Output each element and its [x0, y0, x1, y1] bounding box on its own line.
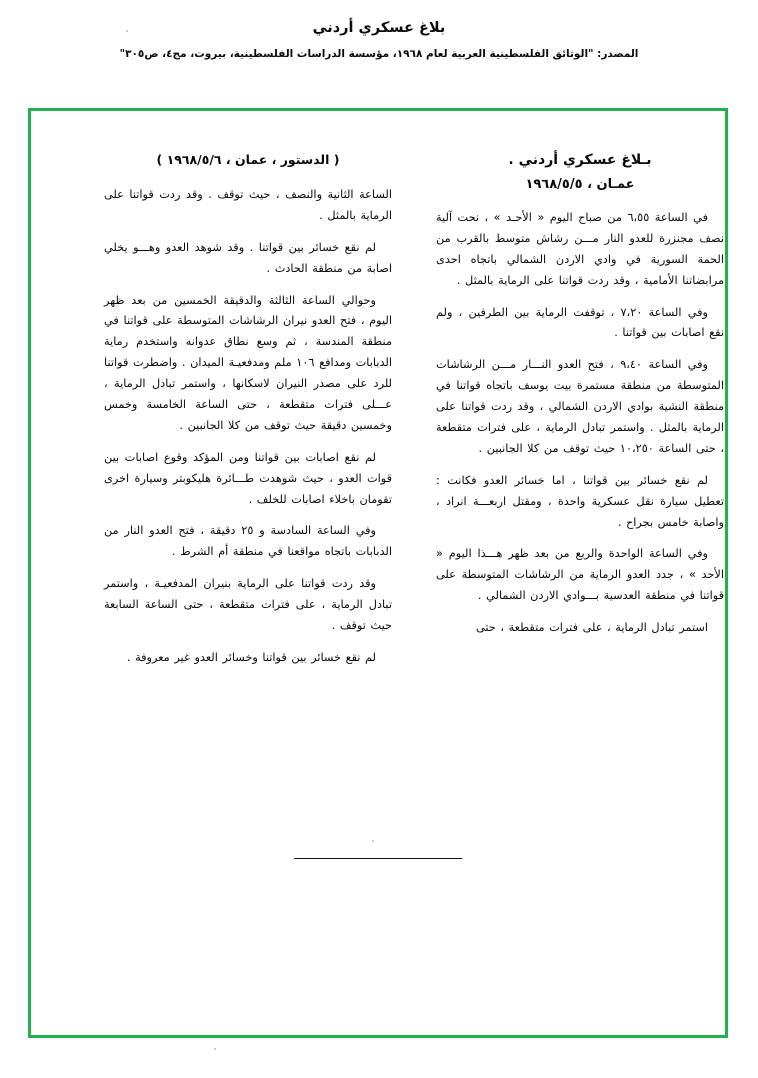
- paragraph: وفي الساعة ٩،٤٠ ، فتح العدو النـــار مـــن الرشاشات المتوسطة من منطقة مستمرة بيت يوسف باتجاه قواتنا في منطقة النشية بوادي الاردن الشمالي ، وقد ردت قواتنا على الرماية بالمثل . واستمر تبادل الرماية ، على فترات متقطعة ، حتى الساعة ١٠،٢٥٠ حيث توقف من كلا الجانبين .: [436, 358, 724, 455]
- communique-heading-block: [436, 150, 724, 192]
- paragraph: وفي الساعة ٧،٢٠ ، توقفت الرماية بين الطرفين ، ولم نقع اصابات بين قواتنا .: [436, 305, 724, 340]
- paragraph: الساعة الثانية والنصف ، حيث توقف . وقد ردت قواتنا على الرماية بالمثل .: [104, 188, 392, 222]
- document-header: [0, 20, 758, 61]
- column-right: [436, 150, 724, 680]
- paragraph: وفي الساعة السادسة و ٢٥ دقيقة ، فتح العدو النار من الدبابات باتجاه مواقعنا في منطقة أم الشرط .: [104, 524, 392, 559]
- paragraph: استمر تبادل الرماية ، على فترات متقطعة ، حتى: [475, 621, 708, 635]
- paragraph: في الساعة ٦،٥٥ من صباح اليوم « الأحـد » ، نحت آلية نصف مجنزرة للعدو النار مـــن رشاش متوسط بالقرب من الحمة السورية في وادي الاردن الشمالي باتجاه احدى مرابضاتنا الأمامية ، وقد ردت قواتنا على الرماية بالمثل .: [436, 211, 724, 287]
- paragraph: لم نقع خسائر بين قواتنا ، اما خسائر العدو فكانت : تعطيل سيارة نقل عسكرية واحدة ، ومقتل اربعـــة انراد ، واصابة خامس بجراح .: [436, 473, 724, 529]
- page-title: بلاغ عسكري أردني: [312, 20, 446, 36]
- column-left: [104, 150, 392, 680]
- paragraph: لم نقع اصابات بين قواتنا ومن المؤكد وقوع اصابات بين قوات العدو ، حيث شوهدت طـــائرة هليكوبتر وسيارة اخرى تقومان باخلاء اصابات للخلف .: [104, 450, 392, 506]
- paragraph: وفي الساعة الواحدة والربع من بعد ظهر هـــذا اليوم « الأحد » ، جدد العدو الرماية من الرشاشات المتوسطة على قواتنا في منطقة العدسية بـــوادي الاردن الشمالي .: [436, 547, 724, 603]
- paragraph: لم نقع خسائر بين قواتنا وخسائر العدو غير معروفة .: [126, 650, 376, 664]
- horizontal-rule: [294, 858, 462, 859]
- scan-artifact: [126, 30, 128, 32]
- scan-artifact: [214, 1048, 216, 1050]
- attribution-line: ( الدستور ، عمان ، ١٩٦٨/٥/٦ ): [156, 152, 340, 167]
- article-columns: [34, 150, 724, 680]
- communique-title: بـلاغ عسكري أردني .: [508, 152, 652, 168]
- paragraph: وحوالي الساعة الثالثة والدقيقة الخمسين من بعد ظهر اليوم ، فتح العدو نيران الرشاشات المتوسطة على قواتنا في منطقة المندسة ، ثم وسع نطاق عدوانه واستخدم رماية الدبابات ومدافع ١٠٦ ملم ومدفعيـة الميدان . واضطرت قواتنا للرد على مصدر النيران لاسكانها ، واستمر تبادل الرماية ، عـــلى فترات متقطعة ، حتى الساعة الخامسة وخمس وخمسين دقيقة حيث توقف من كلا الجانبين .: [104, 293, 392, 432]
- paragraph: وقد ردت قواتنا على الرماية بنيران المدفعيـة ، واستمر تبادل الرماية ، على فترات متقطعة ، حتى الساعة السابعة حيث توقف .: [104, 577, 392, 633]
- source-line: المصدر: "الوثائق الفلسطينية العربية لعام ١٩٦٨، مؤسسة الدراسات الفلسطينية، بيروت، مج٤، ص٣٠٥": [119, 48, 639, 61]
- scan-artifact: [372, 840, 374, 842]
- paragraph: لم نقع خسائر بين قواتنا . وقد شوهد العدو وهـــو يخلي اصابة من منطقة الحادث .: [104, 240, 392, 275]
- communique-date: عمـان ، ١٩٦٨/٥/٥: [525, 177, 635, 192]
